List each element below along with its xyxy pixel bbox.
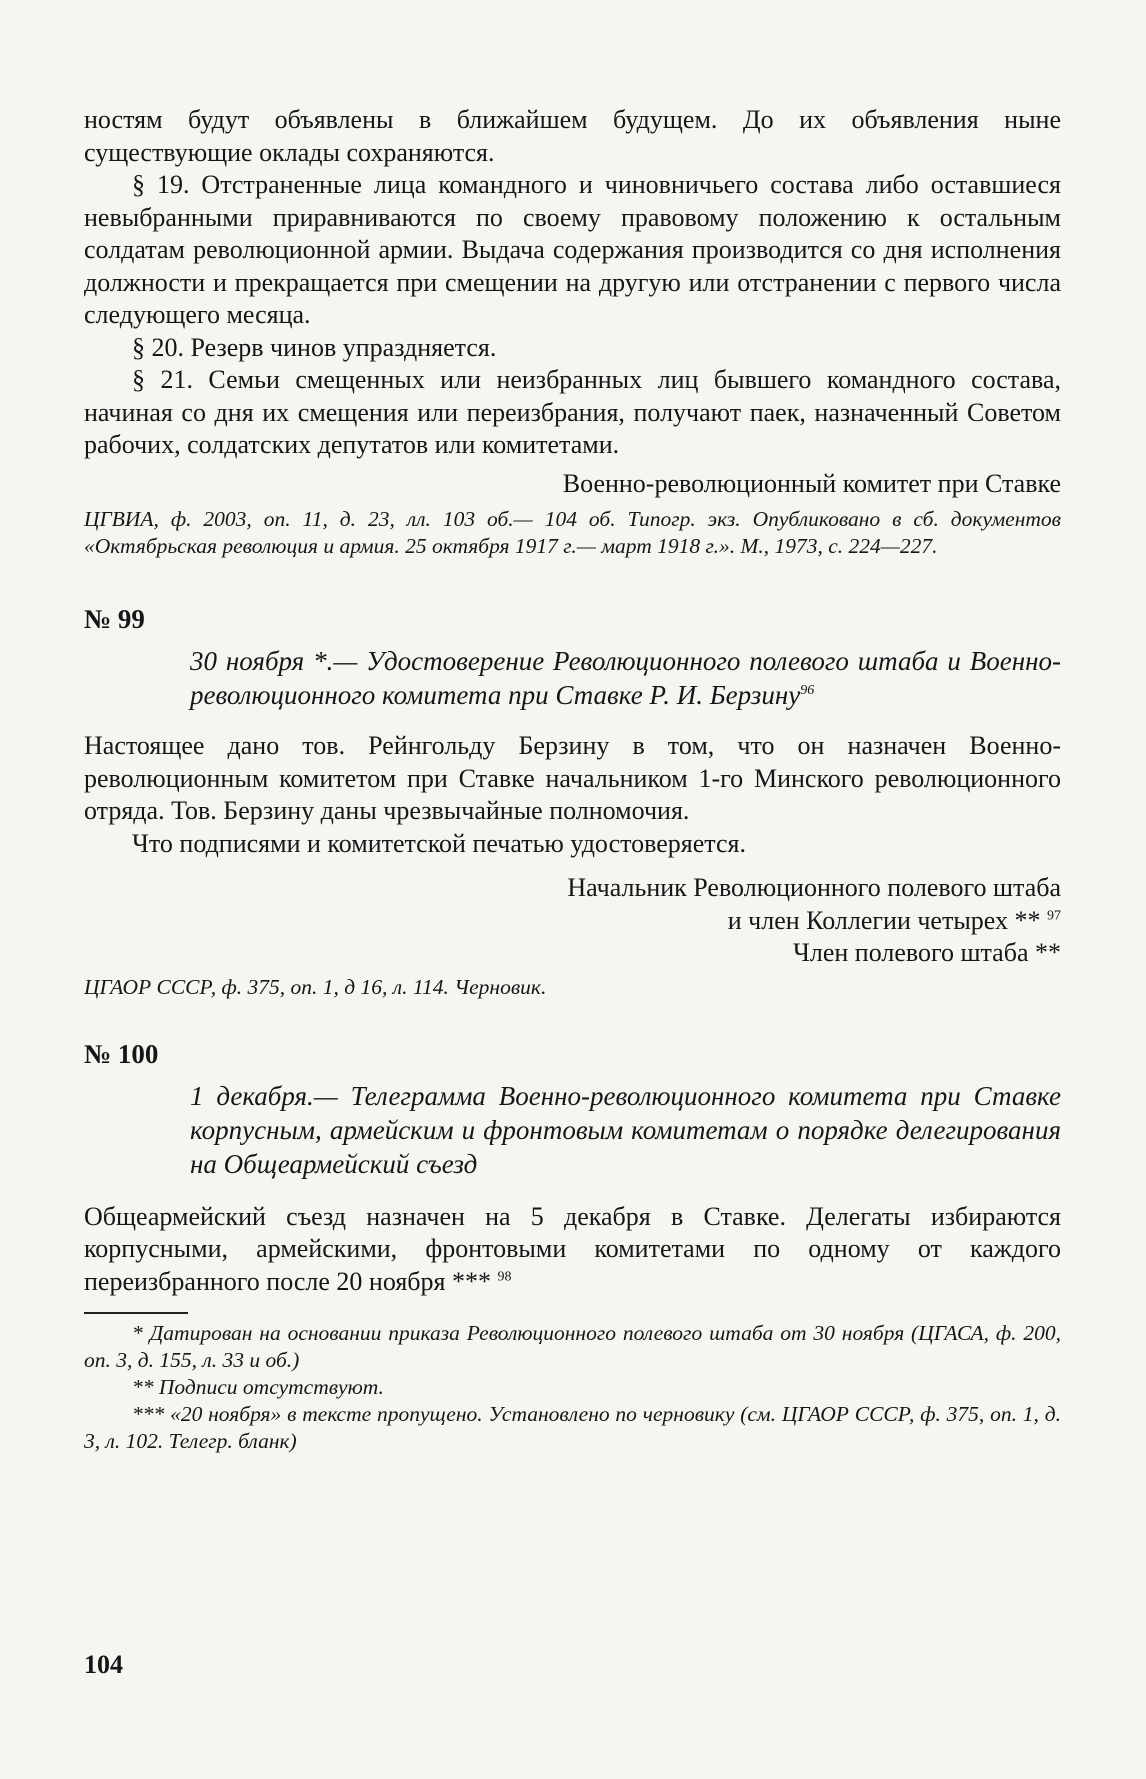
- footnote-ref-97: 97: [1047, 907, 1061, 923]
- section-20-paragraph: § 20. Резерв чинов упраздняется.: [132, 332, 497, 362]
- doc-99-signature-line-2: [84, 905, 1061, 938]
- doc-99-paragraph-1: Настоящее дано тов. Рейнгольду Берзину в том, что он назначен Военно-революционным комитетом при Ставке начальником 1-го Минского революционного отряда. Тов. Берзину даны чрезвычайные полномочия.: [84, 731, 1061, 825]
- footnote-ref-96: 96: [800, 683, 815, 698]
- document-number-100: № 100: [84, 1038, 159, 1069]
- footnote-2: ** Подписи отсутствуют.: [132, 1375, 384, 1399]
- intro-paragraph: ностям будут объявлены в ближайшем будущем. До их объявления ныне существующие оклады сохраняются.: [84, 105, 1061, 167]
- signature-military-committee: Военно-революционный комитет при Ставке: [562, 468, 1061, 498]
- doc-99-signature-line-2-text: и член Коллегии четырех **: [727, 905, 1041, 935]
- footnote-3: *** «20 ноября» в тексте пропущено. Установлено по черновику (см. ЦГАОР СССР, ф. 375, оп. 1, д. 3, л. 102. Телегр. бланк): [84, 1402, 1061, 1453]
- doc-99-paragraph-2: Что подписями и комитетской печатью удостоверяется.: [132, 828, 746, 858]
- section-21-paragraph: § 21. Семьи смещенных или неизбранных лиц бывшего командного состава, начиная со дня их смещения или переизбрания, получают паек, назначенный Советом рабочих, солдатских депутатов или комитетами.: [84, 365, 1061, 459]
- footnote-divider: [84, 1312, 188, 1314]
- doc-100-paragraph-1-text: Общеармейский съезд назначен на 5 декабря в Ставке. Делегаты избираются корпусными, армейскими, фронтовыми комитетами по одному от каждого переизбранного после 20 ноября ***: [84, 1201, 1061, 1296]
- page-content: [84, 104, 1061, 1455]
- footnote-1: * Датирован на основании приказа Революционного полевого штаба от 30 ноября (ЦГАСА, ф. 200, оп. 3, д. 155, л. 33 и об.): [84, 1321, 1061, 1372]
- section-19-paragraph: § 19. Отстраненные лица командного и чиновничьего состава либо оставшиеся невыбранными приравниваются по своему правовому положению к остальным солдатам революционной армии. Выдача содержания производится со дня исполнения должности и прекращается при смещении на другую или отстранении с первого числа следующего месяца.: [84, 170, 1061, 329]
- doc-99-signature-line-1: Начальник Революционного полевого штаба: [567, 873, 1061, 902]
- page-number: 104: [84, 1650, 123, 1679]
- document-title-99: [190, 644, 1061, 712]
- doc-99-signature-line-3: Член полевого штаба **: [792, 938, 1061, 967]
- document-title-100: 1 декабря.— Телеграмма Военно-революционного комитета при Ставке корпусным, армейским и фронтовым комитетам о порядке делегирования на Общеармейский съезд: [190, 1080, 1061, 1179]
- archive-source-1: ЦГВИА, ф. 2003, оп. 11, д. 23, лл. 103 об.— 104 об. Типогр. экз. Опубликовано в сб. документов «Октябрьская революция и армия. 25 октября 1917 г.— март 1918 г.». М., 1973, с. 224—227.: [84, 507, 1061, 558]
- document-number-99: № 99: [84, 604, 145, 634]
- doc-100-paragraph-1: [84, 1201, 1061, 1299]
- doc-99-archive-source: ЦГАОР СССР, ф. 375, оп. 1, д 16, л. 114. Черновик.: [84, 974, 547, 999]
- footnote-ref-98: 98: [497, 1268, 512, 1284]
- document-title-99-text: 30 ноября *.— Удостоверение Революционного полевого штаба и Военно-революционного комитета при Ставке Р. И. Берзину: [190, 646, 1061, 710]
